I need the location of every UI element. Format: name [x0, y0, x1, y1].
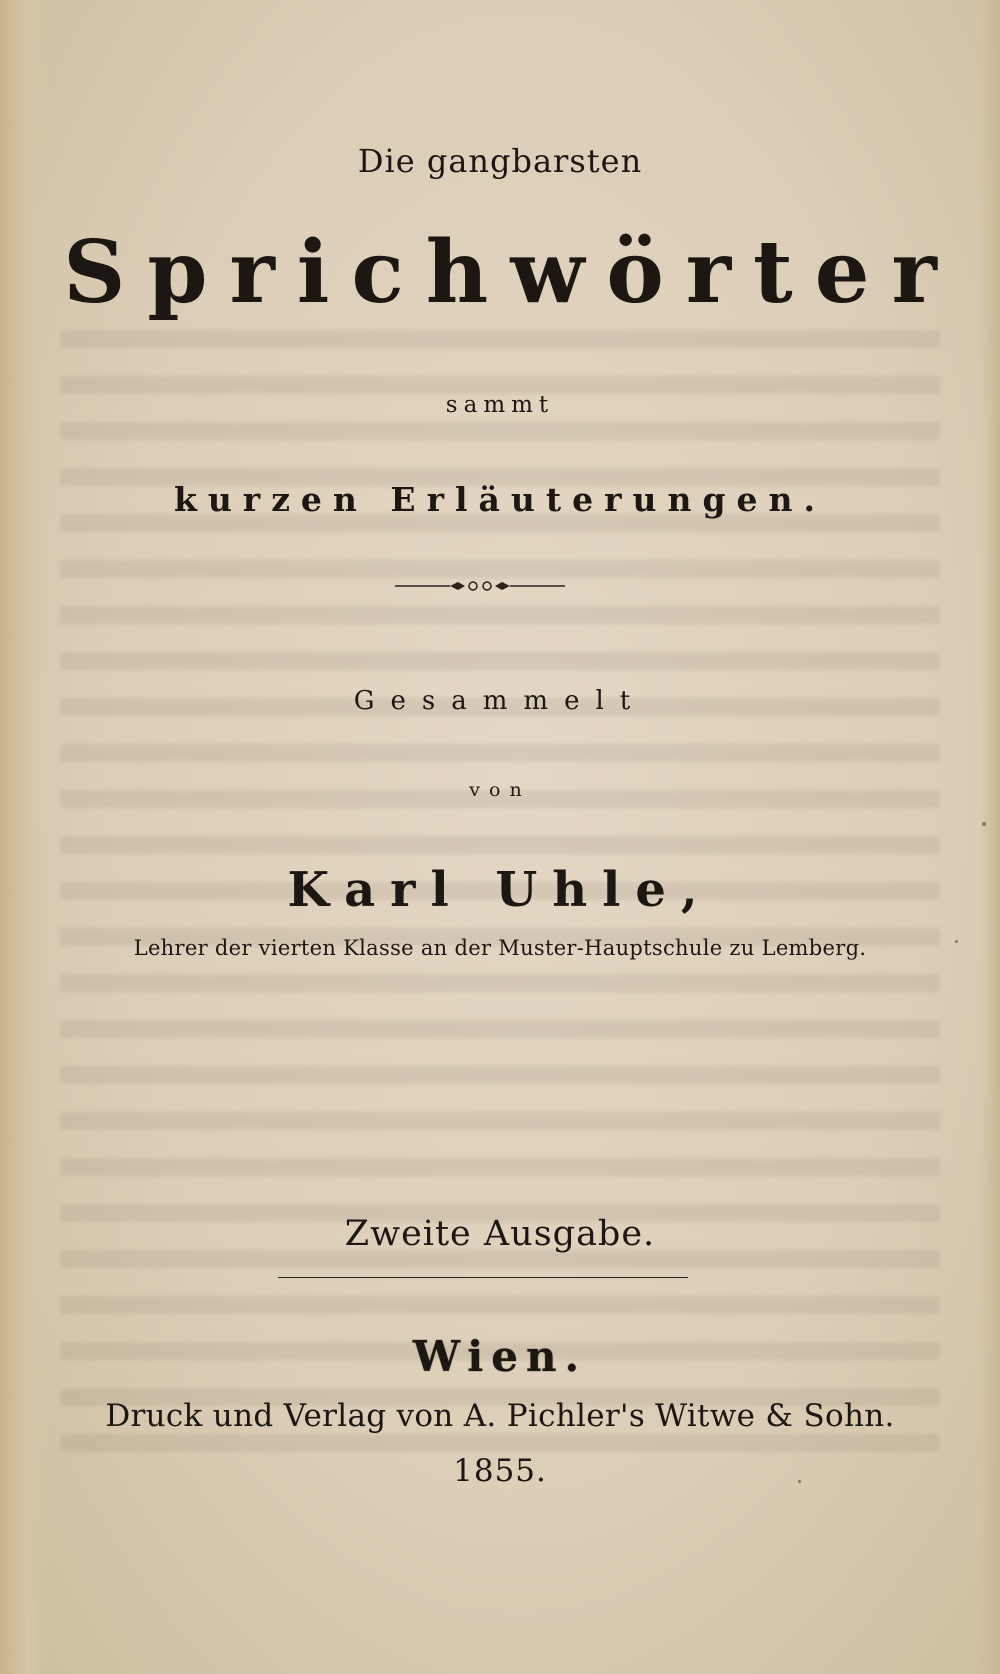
- paper-speck: [955, 940, 958, 943]
- by-label: von: [469, 779, 531, 801]
- author-name: Karl Uhle,: [287, 862, 713, 918]
- horizontal-rule: [278, 1277, 688, 1278]
- book-subtitle: kurzen Erläuterungen.: [173, 480, 827, 519]
- paper-speck: [982, 822, 986, 826]
- ornament-divider: [395, 576, 565, 596]
- author-role: Lehrer der vierten Klasse an der Muster-Hauptschule zu Lemberg.: [133, 936, 867, 960]
- title-conjunction: sammt: [445, 392, 555, 418]
- publisher: Druck und Verlag von A. Pichler's Witwe & Sohn.: [105, 1398, 895, 1434]
- title-intro: Die gangbarsten: [357, 142, 643, 180]
- book-title: Sprichwörter: [63, 222, 959, 323]
- publication-city: Wien.: [412, 1332, 588, 1381]
- edition: Zweite Ausgabe.: [344, 1214, 656, 1254]
- paper-speck: [798, 1480, 801, 1483]
- collected-label: Gesammelt: [353, 686, 647, 716]
- publication-year: 1855.: [453, 1453, 547, 1489]
